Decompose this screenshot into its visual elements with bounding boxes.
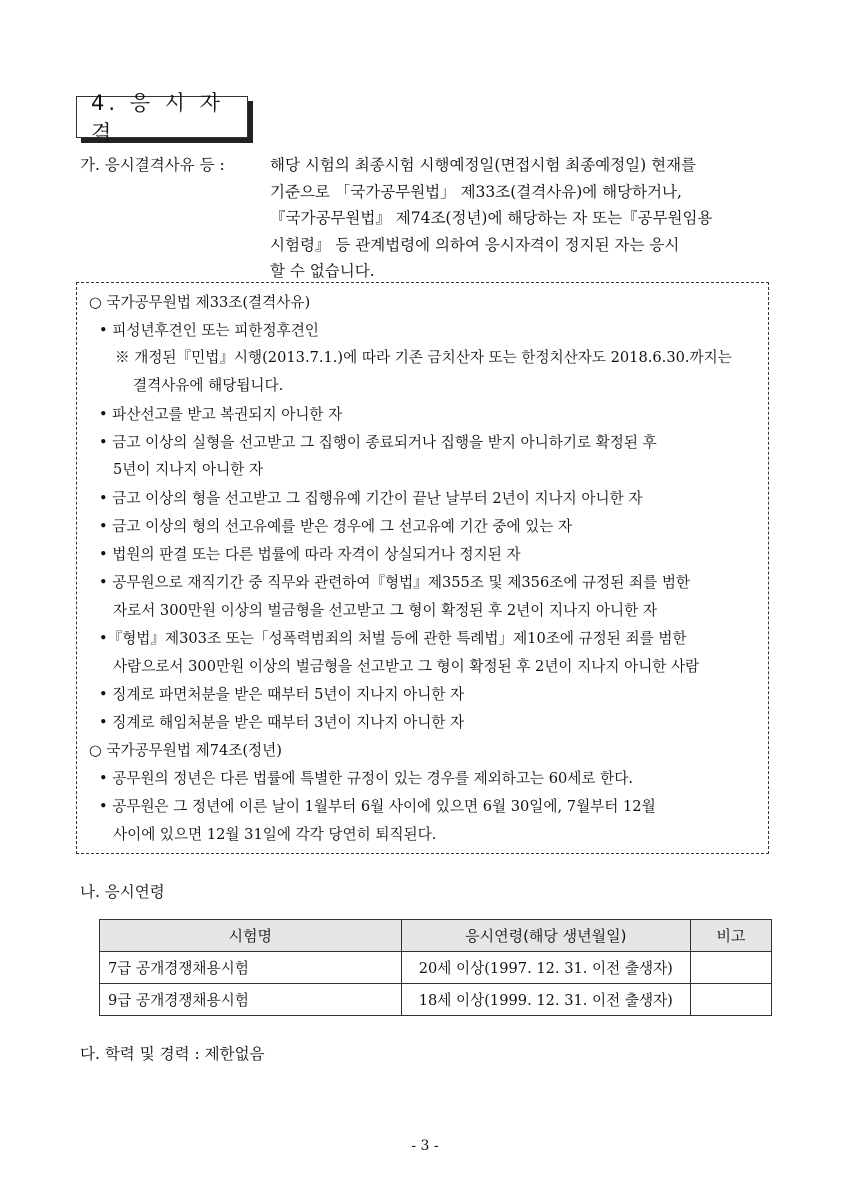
cell-age: 18세 이상(1999. 12. 31. 이전 출생자): [401, 984, 691, 1016]
table-row: [100, 984, 772, 1016]
art33-item-cont: 5년이 지나지 아니한 자: [113, 461, 264, 478]
art33-title: ○ 국가공무원법 제33조(결격사유): [89, 294, 311, 311]
header-age: 응시연령(해당 생년월일): [401, 920, 691, 952]
art74-title: ○ 국가공무원법 제74조(정년): [89, 742, 282, 759]
cell-age: 20세 이상(1997. 12. 31. 이전 출생자): [401, 952, 691, 984]
art33-item: • 징계로 해임처분을 받은 때부터 3년이 지나지 아니한 자: [99, 714, 465, 731]
art74-item: • 공무원의 정년은 다른 법률에 특별한 규정이 있는 경우를 제외하고는 60세로 한다.: [99, 770, 633, 787]
item-ga-label: 가. 응시결격사유 등 :: [80, 156, 225, 174]
item-ga-line: 기준으로 「국가공무원법」 제33조(결격사유)에 해당하거나,: [270, 182, 682, 201]
item-da-label: 다. 학력 및 경력 : 제한없음: [80, 1045, 265, 1063]
cell-exam-name: 9급 공개경쟁채용시험: [100, 984, 402, 1016]
art33-item: • 징계로 파면처분을 받은 때부터 5년이 지나지 아니한 자: [99, 686, 465, 703]
cell-exam-name: 7급 공개경쟁채용시험: [100, 952, 402, 984]
table-header-row: [100, 920, 772, 952]
art33-item: • 파산선고를 받고 복권되지 아니한 자: [99, 406, 343, 423]
table-row: [100, 952, 772, 984]
item-ga-line: 할 수 없습니다.: [270, 262, 375, 280]
item-ga-text: [270, 152, 850, 285]
cell-note: [691, 984, 772, 1016]
art74-item-cont: 사이에 있으면 12월 31일에 각각 당연히 퇴직된다.: [113, 826, 437, 843]
art33-item: • 금고 이상의 형의 선고유예를 받은 경우에 그 선고유예 기간 중에 있는 자: [99, 518, 573, 535]
item-na-label: 나. 응시연령: [80, 883, 165, 901]
page-number: - 3 -: [411, 1138, 439, 1154]
art33-item: • 금고 이상의 실형을 선고받고 그 집행이 종료되거나 집행을 받지 아니하기로 확정된 후: [99, 434, 657, 451]
art33-item: • 금고 이상의 형을 선고받고 그 집행유예 기간이 끝난 날부터 2년이 지나지 아니한 자: [99, 490, 643, 507]
art33-item: • 법원의 판결 또는 다른 법률에 따라 자격이 상실되거나 정지된 자: [99, 546, 521, 563]
art33-note-cont: 결격사유에 해당됩니다.: [133, 377, 284, 394]
art33-item: •『형법』제303조 또는「성폭력범죄의 처벌 등에 관한 특례법」제10조에 규정된 죄를 범한: [99, 630, 687, 647]
legal-provisions-box: [76, 282, 769, 854]
age-table: [99, 919, 772, 1016]
art33-item-cont: 사람으로서 300만원 이상의 벌금형을 선고받고 그 형이 확정된 후 2년이 지나지 아니한 사람: [113, 658, 700, 675]
cell-note: [691, 952, 772, 984]
section-heading: 4. 응 시 자 격: [76, 96, 248, 138]
art33-item: • 공무원으로 재직기간 중 직무와 관련하여『형법』제355조 및 제356조에 규정된 죄를 범한: [99, 574, 691, 591]
item-ga-line: 시험령』 등 관계법령에 의하여 응시자격이 정지된 자는 응시: [270, 235, 680, 254]
art33-note: ※ 개정된『민법』시행(2013.7.1.)에 따라 기존 금치산자 또는 한정치산자도 2018.6.30.까지는: [115, 349, 732, 366]
art74-item: • 공무원은 그 정년에 이른 날이 1월부터 6월 사이에 있으면 6월 30일에, 7월부터 12월: [99, 798, 656, 815]
header-note: 비고: [691, 920, 772, 952]
item-ga-line: 해당 시험의 최종시험 시행예정일(면접시험 최종예정일) 현재를: [270, 156, 697, 174]
art33-item-cont: 자로서 300만원 이상의 벌금형을 선고받고 그 형이 확정된 후 2년이 지나지 아니한 자: [113, 602, 657, 619]
item-ga-line: 『국가공무원법』 제74조(정년)에 해당하는 자 또는『공무원임용: [270, 209, 713, 227]
art33-item: • 피성년후견인 또는 피한정후견인: [99, 322, 319, 339]
header-exam-name: 시험명: [100, 920, 402, 952]
